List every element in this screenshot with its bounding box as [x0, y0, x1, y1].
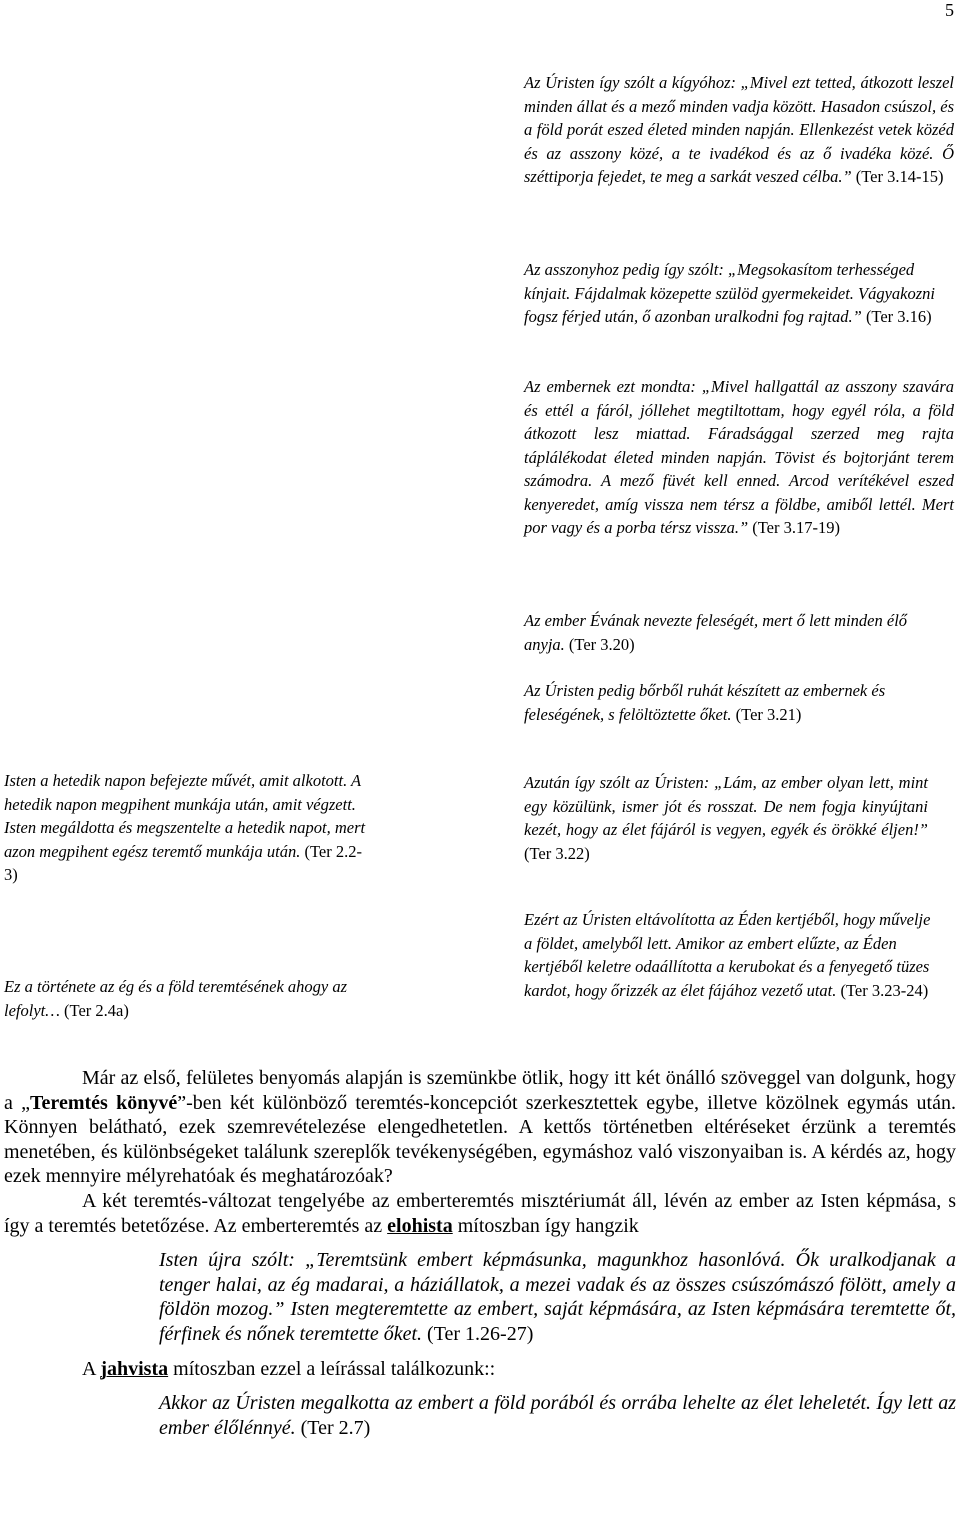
- reference: (Ter 3.23-24): [836, 980, 929, 1000]
- paragraph-2: [4, 1189, 956, 1238]
- paragraph-1: [4, 1066, 956, 1189]
- right-quote-block-5: [524, 679, 914, 726]
- right-quote-block-7: [524, 908, 932, 1002]
- quote-text: Az asszonyhoz pedig így szólt: „Megsokasítom terhességed kínjait. Fájdalmak közepette szülöd gyermekeidet. Vágyakozni fogsz férjed után, ő azonban uralkodni fog rajtad.”: [524, 260, 936, 326]
- paragraph-2-text-a: A két teremtés-változat tengelyébe az emberteremtés misztériumát áll, lévén az ember az Isten képmása, s így a teremtés betetőzése. Az emberteremtés az: [4, 1189, 956, 1237]
- quote-text: Az Úristen pedig bőrből ruhát készített az embernek és feleségének, s felöltöztette őket.: [524, 681, 886, 724]
- right-quote-block-3: [524, 375, 954, 540]
- paragraph-3: [4, 1357, 956, 1382]
- paragraph-2-text-b: mítoszban így hangzik: [452, 1214, 639, 1237]
- right-quote-block-6: [524, 771, 928, 865]
- quote-text: Ez a története az ég és a föld teremtésének ahogy az lefolyt…: [4, 977, 348, 1020]
- block-quote-2-text: Akkor az Úristen megalkotta az embert a föld porából és orrába lehelte az élet leheletét. Így lett az ember élőlénnyé.: [159, 1392, 956, 1439]
- reference: (Ter 3.22): [524, 843, 590, 863]
- reference: (Ter 2.4a): [59, 1000, 129, 1020]
- quote-text: Az ember Évának nevezte feleségét, mert ő lett minden élő anyja.: [524, 611, 908, 654]
- paragraph-1-text-b: ”-ben két különböző teremtés-koncepciót szerkesztettek egybe, illetve közölnek egymás után. Könnyen belátható, ezek szemrevételezése elengedhetetlen. A kettős történetben eltéréseket érzünk a teremtés menetében, és különbségeket találunk szereplők tevékenységében, egymáshoz való viszonyaiban is. A kérdés az, hogy ezek mennyire mélyrehatóak és meghatározóak?: [4, 1091, 956, 1188]
- bold-term-elohista: elohista: [387, 1214, 453, 1237]
- left-quote-block-2: [4, 975, 374, 1022]
- reference: (Ter 3.16): [861, 307, 932, 326]
- right-quote-block-1: [524, 71, 954, 189]
- left-quote-block-1: [4, 769, 374, 887]
- quote-text: Azután így szólt az Úristen: „Lám, az ember olyan lett, mint egy közülünk, ismer jót és rosszat. De nem fogja kinyújtani kezét, hogy az élet fájáról is vegyen, egyék és örökké éljen!”: [524, 773, 928, 839]
- bold-term-jahvista: jahvista: [100, 1357, 169, 1380]
- quote-text: Ezért az Úristen eltávolította az Éden kertjéből, hogy művelje a földet, amelyből lett. Amikor az embert elűzte, az Éden kertjéből keletre odaállította a kerubokat és a fenyegető tüzes kardot, hogy őrizzék az élet fájához vezető utat.: [524, 910, 931, 1000]
- right-quote-block-2: [524, 258, 954, 329]
- block-quote-1-reference: (Ter 1.26-27): [422, 1322, 534, 1345]
- block-quote-1: [159, 1248, 956, 1346]
- bold-term-teremtes-konyve: Teremtés könyvé: [30, 1091, 178, 1114]
- right-quote-block-4: [524, 609, 924, 656]
- block-quote-2-reference: (Ter 2.7): [295, 1416, 371, 1439]
- block-quote-2: [159, 1391, 956, 1440]
- block-quote-1-text: Isten újra szólt: „Teremtsünk embert képmásunka, magunkhoz hasonlóvá. Ők uralkodjanak a tenger halai, az ég madarai, a háziállatok, a mezei vadak és az összes csúszómászó fölött, amely a földön mozog.” Isten megteremtette az embert, saját képmására, az Isten képmására teremtette őt, férfinek és nőnek teremtette őket.: [159, 1249, 956, 1345]
- quote-text: Az embernek ezt mondta: „Mivel hallgattál az asszony szavára és ettél a fáról, jóllehet megtiltottam, hogy egyél róla, a föld átkozott lesz miattad. Fáradsággal szerzed meg rajta táplálékodat életed minden napján. Tövist és bojtorjánt terem számodra. A mező füvét kell enned. Arcod verítékével eszed kenyeredet, amíg vissza nem térsz a földbe, amiből lettél. Mert por vagy és a porba térsz vissza.”: [524, 377, 954, 537]
- reference: (Ter 3.14-15): [851, 167, 944, 186]
- reference: (Ter 3.20): [564, 634, 635, 654]
- paragraph-3-text-b: mítoszban ezzel a leírással találkozunk::: [168, 1357, 496, 1380]
- paragraph-1-text-a: Már az első, felületes benyomás alapján is szemünkbe ötlik, hogy itt két önálló szöveggel van dolgunk, hogy a „: [4, 1067, 956, 1114]
- reference: (Ter 3.17-19): [748, 518, 840, 537]
- paragraph-3-text-a: A: [82, 1357, 101, 1380]
- reference: (Ter 3.21): [731, 704, 802, 724]
- page-number: 5: [945, 0, 954, 20]
- quote-text: Az Úristen így szólt a kígyóhoz: „Mivel ezt tetted, átkozott leszel minden állat és a mező minden vadja között. Hasadon csúszol, és a föld porát eszed életed minden napján. Ellenkezést vetek közéd és az asszony közé, a te ivadékod és az ő ivadéka közé. Ő széttiporja fejedet, te meg a sarkát veszed célba.”: [524, 73, 954, 186]
- reference: (Ter 2.2-3): [4, 841, 362, 884]
- quote-text: Isten a hetedik napon befejezte művét, amit alkotott. A hetedik napon megpihent munkája után, amit végzett. Isten megáldotta és megszentelte a hetedik napot, mert azon megpihent egész teremtő munkája után.: [4, 771, 366, 861]
- main-text: [4, 1066, 956, 1440]
